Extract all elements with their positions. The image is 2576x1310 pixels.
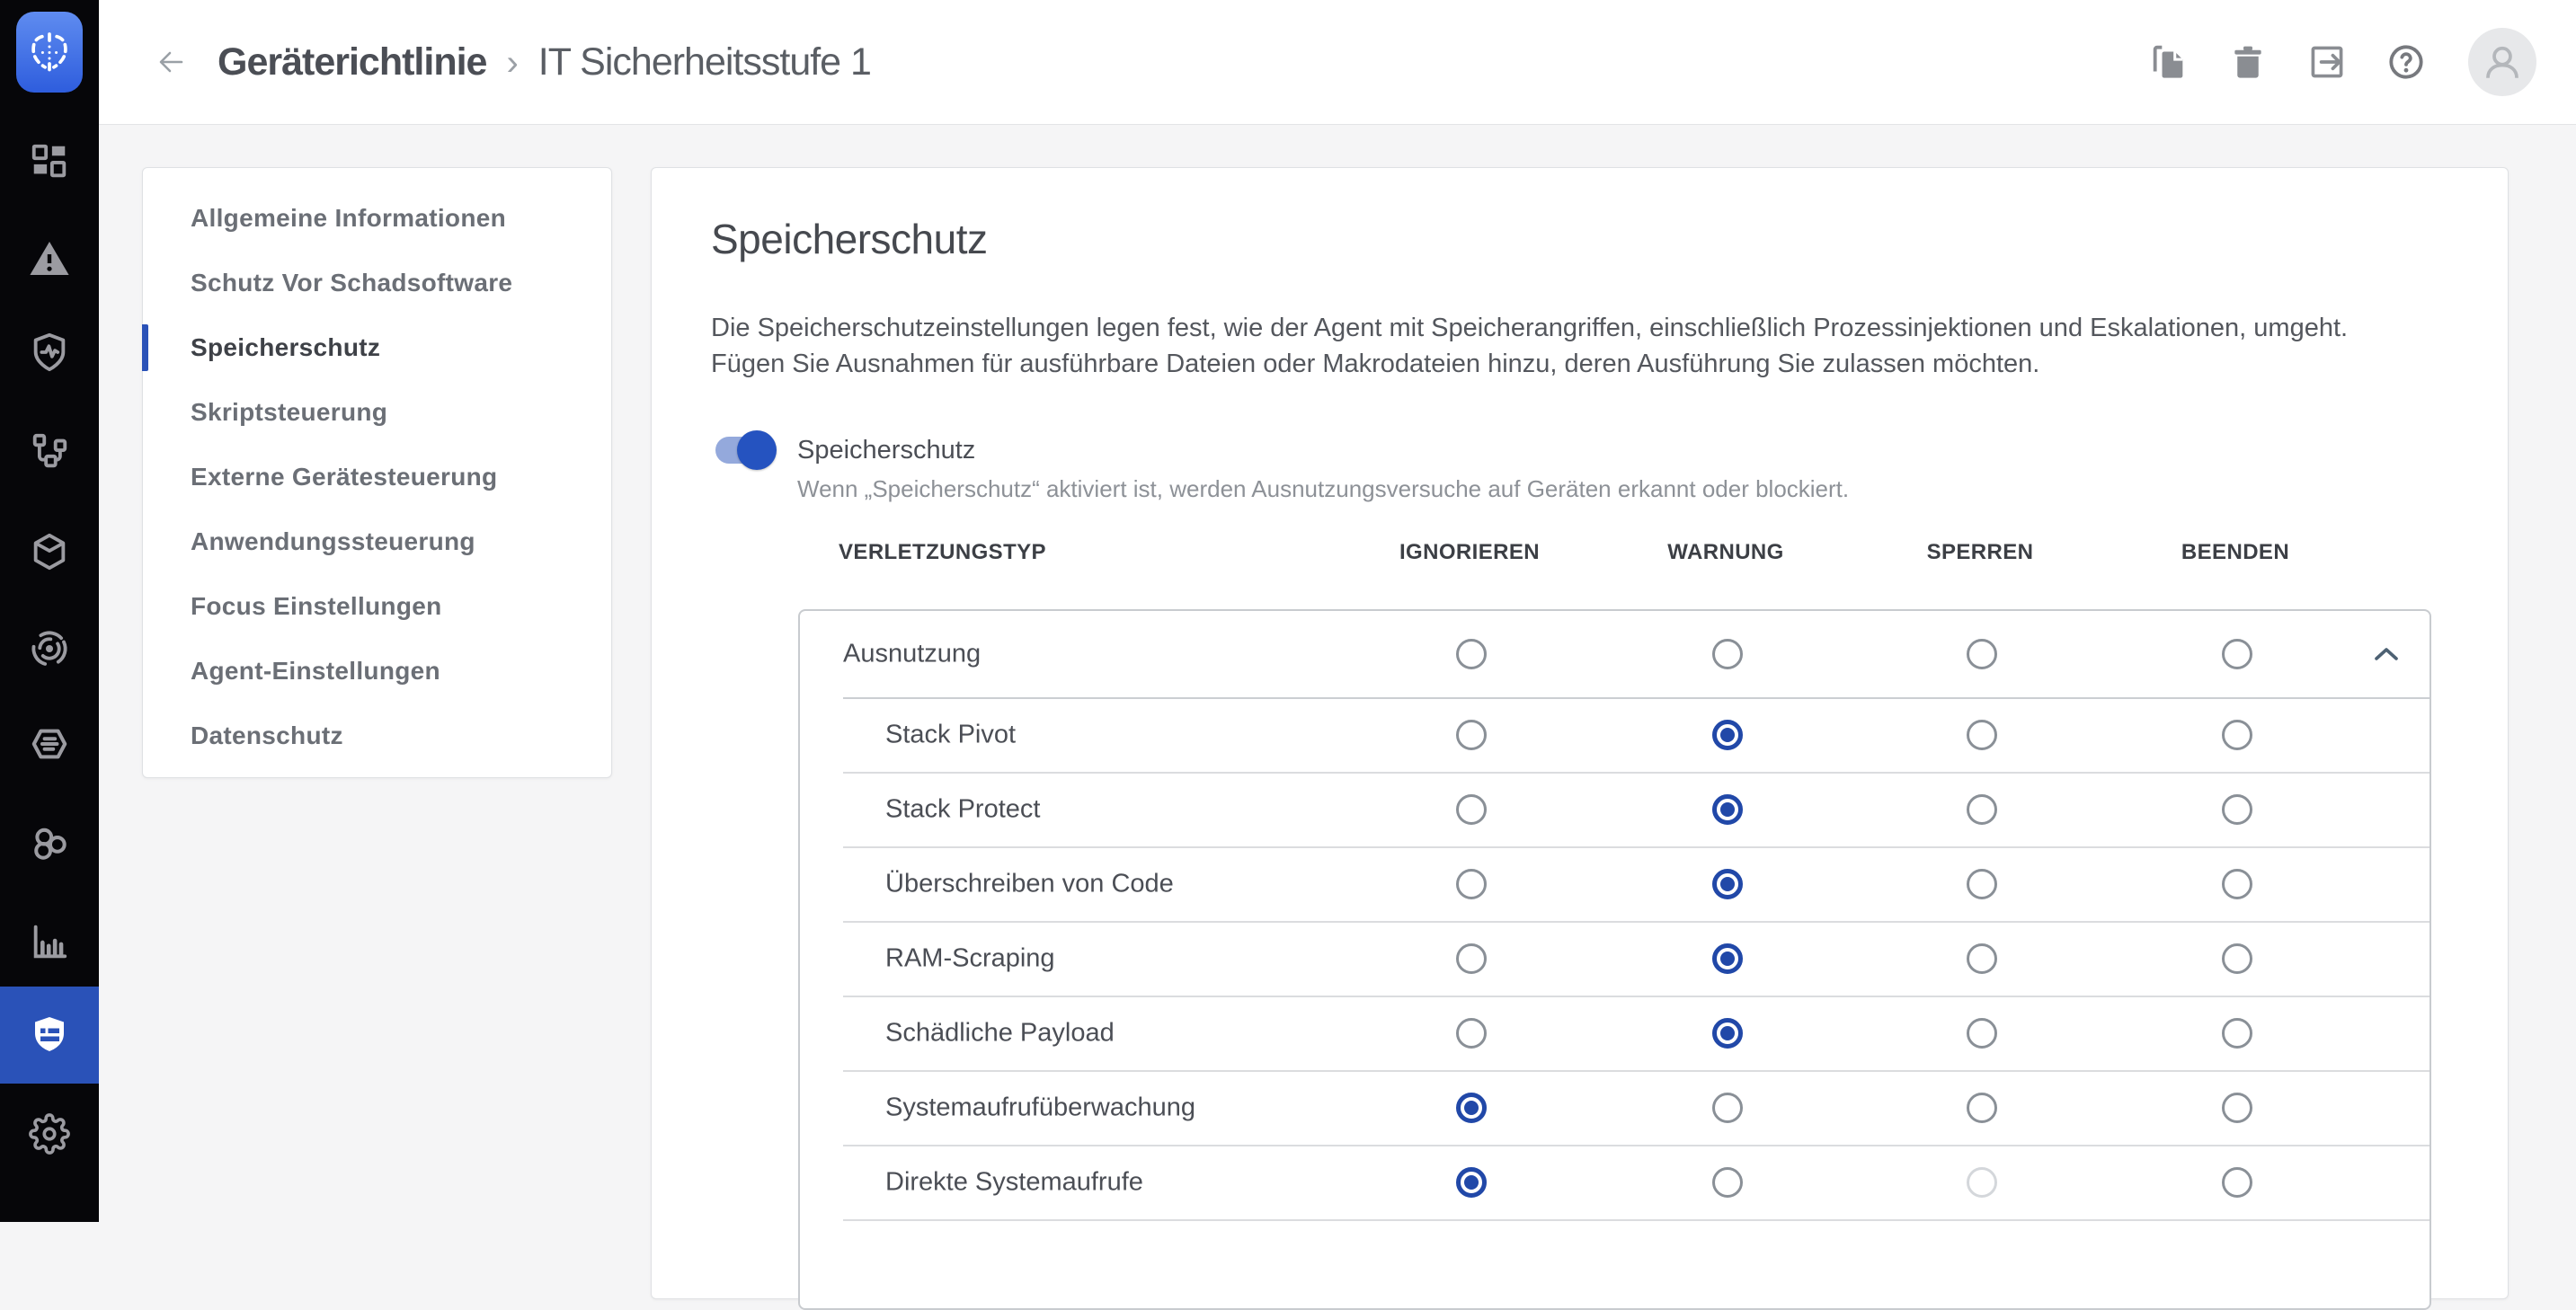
dashboard-icon xyxy=(29,141,70,182)
export-button[interactable] xyxy=(2301,36,2353,88)
radio-warnung-direkte-systemaufrufe[interactable] xyxy=(1712,1167,1743,1198)
violation-label: Stack Protect xyxy=(885,794,1041,823)
radio-sperren-stack-pivot[interactable] xyxy=(1967,720,1997,750)
violation-row-stack-protect xyxy=(800,772,2429,846)
nav-item-label: Externe Gerätesteuerung xyxy=(191,463,498,491)
violation-row-direkte-systemaufrufe xyxy=(800,1145,2429,1219)
nav-item-anwendungssteuerung[interactable] xyxy=(143,509,611,574)
radio-warnung-stack-protect[interactable] xyxy=(1712,794,1743,825)
nav-item-label: Datenschutz xyxy=(191,721,343,749)
sidebar-item-reports[interactable] xyxy=(0,898,99,985)
toggle-knob xyxy=(737,430,777,470)
radio-warnung-systemaufruf-berwachung[interactable] xyxy=(1712,1093,1743,1123)
radio-beenden-berschreiben-von-code[interactable] xyxy=(2222,869,2252,899)
policy-section-nav xyxy=(142,167,612,778)
nav-item-allgemeine-informationen[interactable] xyxy=(143,186,611,251)
collapse-group-chevron-up-icon[interactable] xyxy=(2368,641,2404,668)
nav-item-label: Speicherschutz xyxy=(191,333,381,361)
policy-shield-icon xyxy=(28,1013,71,1057)
radio-ignorieren-sch-dliche-payload[interactable] xyxy=(1456,1018,1487,1049)
sidebar-item-alerts[interactable] xyxy=(0,216,99,302)
violation-label: Direkte Systemaufrufe xyxy=(885,1167,1143,1196)
violation-table-header xyxy=(652,540,2508,567)
nav-item-label: Focus Einstellungen xyxy=(191,592,442,620)
radio-beenden-sch-dliche-payload[interactable] xyxy=(2222,1018,2252,1049)
radio-ignorieren-berschreiben-von-code[interactable] xyxy=(1456,869,1487,899)
violation-row-ram-scraping xyxy=(800,921,2429,996)
violation-row-systemaufruf-berwachung xyxy=(800,1070,2429,1145)
cube-icon xyxy=(29,531,70,572)
app-rail xyxy=(0,0,99,1222)
radio-warnung-sch-dliche-payload[interactable] xyxy=(1712,1018,1743,1049)
radio-beenden-ram-scraping[interactable] xyxy=(2222,943,2252,974)
radio-ignorieren-direkte-systemaufrufe[interactable] xyxy=(1456,1167,1487,1198)
sidebar-item-policy[interactable] xyxy=(0,987,99,1084)
nav-item-externe-ger-testeuerung[interactable] xyxy=(143,445,611,509)
delete-button[interactable] xyxy=(2222,36,2274,88)
nav-list xyxy=(143,186,611,768)
radio-warnung-stack-pivot[interactable] xyxy=(1712,720,1743,750)
hexagon-lines-icon xyxy=(29,723,70,765)
nav-item-speicherschutz[interactable] xyxy=(143,315,611,380)
nav-item-agent-einstellungen[interactable] xyxy=(143,639,611,704)
top-header xyxy=(99,0,2576,125)
page-title: Speicherschutz xyxy=(711,216,988,262)
nav-item-label: Skriptsteuerung xyxy=(191,398,388,426)
sidebar-item-settings[interactable] xyxy=(0,1091,99,1177)
radio-sperren-direkte-systemaufrufe xyxy=(1967,1167,1997,1198)
violation-row-berschreiben-von-code xyxy=(800,846,2429,921)
radio-sperren-sch-dliche-payload[interactable] xyxy=(1967,1018,1997,1049)
radio-beenden-direkte-systemaufrufe[interactable] xyxy=(2222,1167,2252,1198)
nav-item-label: Allgemeine Informationen xyxy=(191,204,507,232)
warning-triangle-icon xyxy=(28,237,71,280)
sidebar-item-dashboard[interactable] xyxy=(0,119,99,205)
violation-table xyxy=(798,609,2431,1310)
memory-protection-toggle-row xyxy=(715,423,975,477)
sidebar-item-visibility[interactable] xyxy=(0,701,99,787)
nav-item-label: Anwendungssteuerung xyxy=(191,527,475,555)
toggle-label: Speicherschutz xyxy=(797,435,976,465)
copy-button[interactable] xyxy=(2143,36,2195,88)
radio-ignorieren-stack-pivot[interactable] xyxy=(1456,720,1487,750)
breadcrumb xyxy=(218,40,871,84)
header-actions xyxy=(2143,28,2536,96)
radio-warnung-berschreiben-von-code[interactable] xyxy=(1712,869,1743,899)
cluster-icon xyxy=(29,822,70,863)
column-header-warnung: WARNUNG xyxy=(1667,540,1784,564)
nav-item-schutz-vor-schadsoftware[interactable] xyxy=(143,251,611,315)
radio-sperren-systemaufruf-berwachung[interactable] xyxy=(1967,1093,1997,1123)
violation-label: Systemaufrufüberwachung xyxy=(885,1093,1195,1121)
gear-icon xyxy=(29,1113,70,1155)
nav-item-datenschutz[interactable] xyxy=(143,704,611,768)
memory-protection-panel xyxy=(651,167,2509,1299)
app-logo[interactable] xyxy=(0,9,99,95)
network-topology-icon xyxy=(29,431,70,473)
radio-sperren-stack-protect[interactable] xyxy=(1967,794,1997,825)
back-button[interactable] xyxy=(146,37,196,87)
breadcrumb-current: IT Sicherheitsstufe 1 xyxy=(537,40,871,84)
user-avatar[interactable] xyxy=(2468,28,2536,96)
radio-ignorieren-stack-protect[interactable] xyxy=(1456,794,1487,825)
violation-row-sch-dliche-payload xyxy=(800,996,2429,1070)
column-header-violation-type: VERLETZUNGSTYP xyxy=(839,540,1046,564)
breadcrumb-separator: › xyxy=(506,42,519,83)
radio-ignorieren-ram-scraping[interactable] xyxy=(1456,943,1487,974)
nav-item-skriptsteuerung[interactable] xyxy=(143,380,611,445)
violation-label: Schädliche Payload xyxy=(885,1018,1115,1047)
shield-pulse-icon xyxy=(29,332,70,373)
violation-label: Stack Pivot xyxy=(885,720,1017,748)
toggle-description: Wenn „Speicherschutz“ aktiviert ist, werden Ausnutzungsversuche auf Geräten erkannt oder blockiert. xyxy=(797,475,1850,502)
sidebar-item-packages[interactable] xyxy=(0,509,99,595)
radio-ignorieren-ausnutzung[interactable] xyxy=(1456,639,1487,669)
radar-target-icon xyxy=(29,628,70,669)
violation-row-stack-pivot xyxy=(800,697,2429,772)
radio-beenden-ausnutzung[interactable] xyxy=(2222,639,2252,669)
sidebar-item-automation[interactable] xyxy=(0,800,99,886)
bar-chart-icon xyxy=(29,921,70,962)
violation-label: Überschreiben von Code xyxy=(885,869,1174,898)
violation-label: RAM-Scraping xyxy=(885,943,1055,972)
column-header-ignorieren: IGNORIEREN xyxy=(1399,540,1541,564)
memory-protection-toggle[interactable] xyxy=(715,437,771,464)
radio-warnung-ausnutzung[interactable] xyxy=(1712,639,1743,669)
column-header-beenden: BEENDEN xyxy=(2181,540,2290,564)
sidebar-item-network[interactable] xyxy=(0,409,99,495)
nav-item-focus-einstellungen[interactable] xyxy=(143,574,611,639)
violation-group-row-ausnutzung xyxy=(800,611,2429,697)
radio-sperren-ram-scraping[interactable] xyxy=(1967,943,1997,974)
radio-beenden-stack-protect[interactable] xyxy=(2222,794,2252,825)
section-description: Die Speicherschutzeinstellungen legen fest, wie der Agent mit Speicherangriffen, einschließlich Prozessinjektionen und Eskalationen, umgeht. Fügen Sie Ausnahmen für ausführbare Dateien oder Makrodateien hinzu, deren Ausführung Sie zulassen möchten. xyxy=(711,314,2349,378)
radio-warnung-ram-scraping[interactable] xyxy=(1712,943,1743,974)
radio-beenden-systemaufruf-berwachung[interactable] xyxy=(2222,1093,2252,1123)
radio-beenden-stack-pivot[interactable] xyxy=(2222,720,2252,750)
help-button[interactable] xyxy=(2380,36,2432,88)
radio-ignorieren-systemaufruf-berwachung[interactable] xyxy=(1456,1093,1487,1123)
radio-sperren-berschreiben-von-code[interactable] xyxy=(1967,869,1997,899)
logo-icon xyxy=(16,12,83,93)
column-header-sperren: SPERREN xyxy=(1926,540,2034,564)
sidebar-item-threats[interactable] xyxy=(0,309,99,395)
nav-item-label: Agent-Einstellungen xyxy=(191,657,440,685)
sidebar-item-singularity[interactable] xyxy=(0,606,99,692)
nav-item-label: Schutz Vor Schadsoftware xyxy=(191,269,513,297)
breadcrumb-parent[interactable]: Geräterichtlinie xyxy=(218,40,487,84)
radio-sperren-ausnutzung[interactable] xyxy=(1967,639,1997,669)
violation-label: Ausnutzung xyxy=(843,639,982,668)
